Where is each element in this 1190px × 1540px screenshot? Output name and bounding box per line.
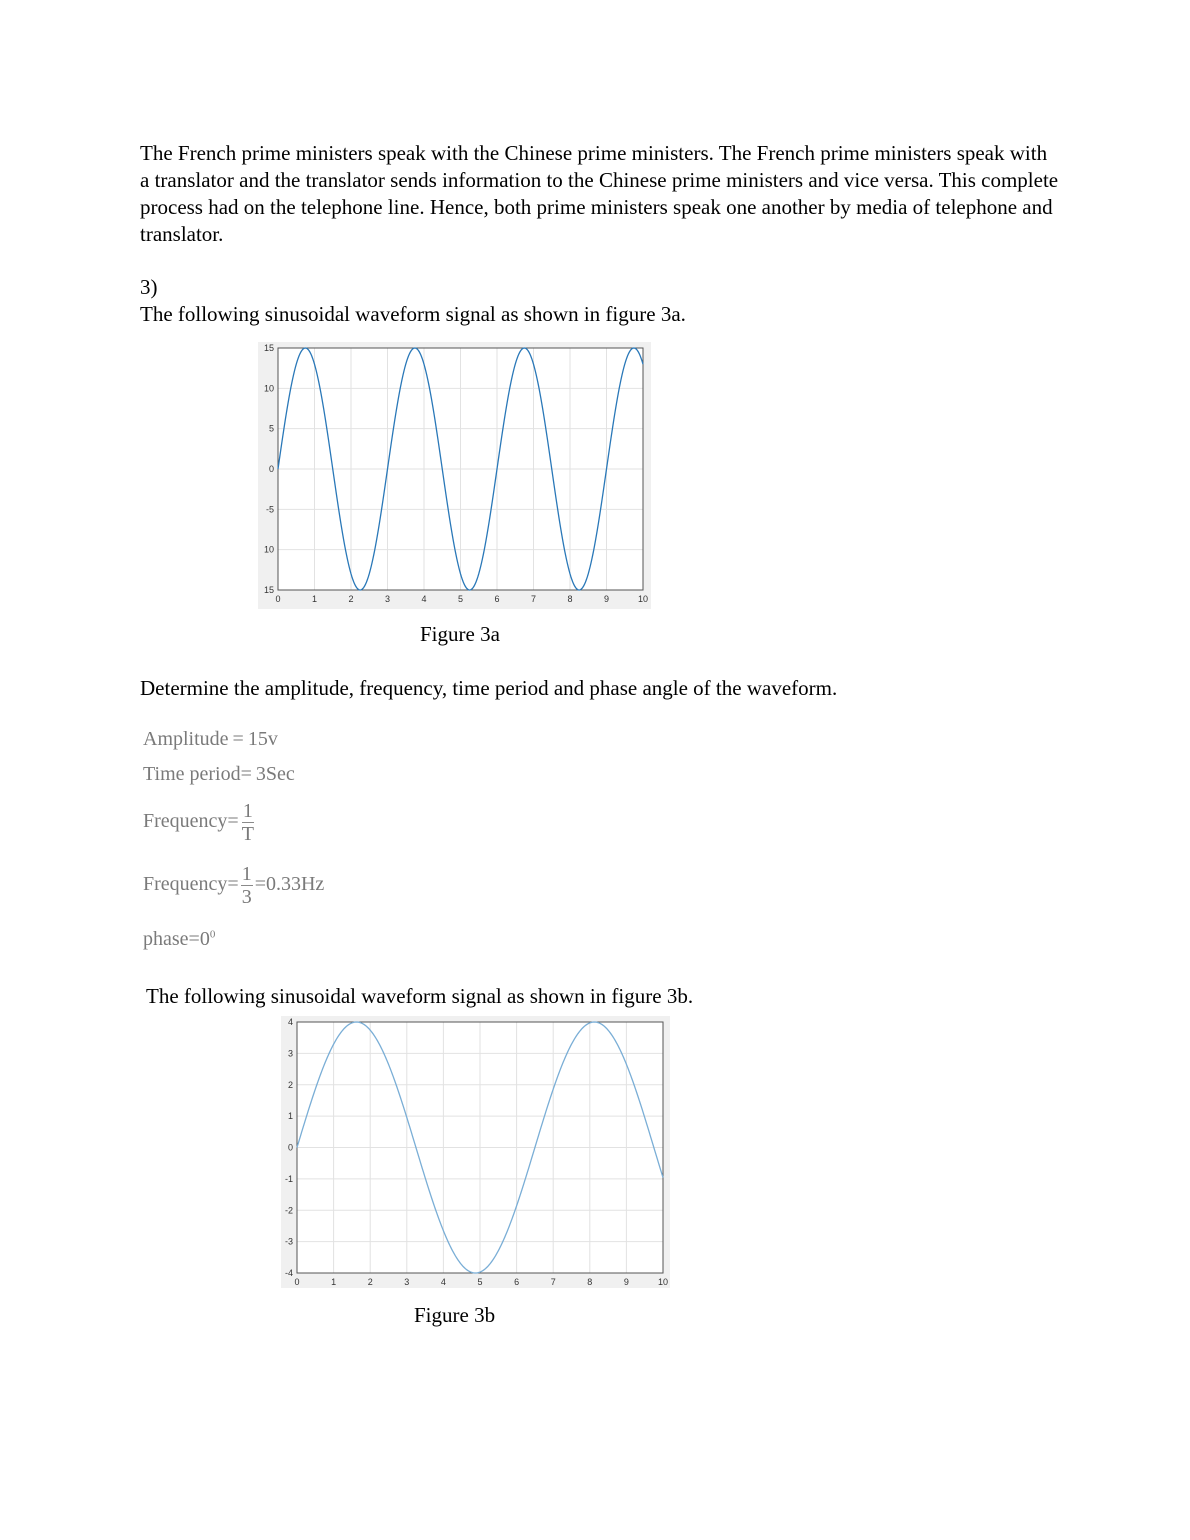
x-tick-label: 10 xyxy=(657,1277,669,1287)
frequency-formula xyxy=(143,800,257,845)
time-period-answer: Time period= 3Sec xyxy=(143,763,295,785)
x-tick-label: 7 xyxy=(530,594,537,604)
y-tick-label: -1 xyxy=(284,1173,293,1184)
fraction-numerator: 1 xyxy=(241,863,252,885)
x-tick-label: 6 xyxy=(494,594,500,604)
y-tick-label: 15 xyxy=(263,585,274,595)
x-tick-label: 0 xyxy=(294,1277,300,1287)
frequency-label: Frequency= xyxy=(143,810,239,833)
figure-3b-intro: The following sinusoidal waveform signal as shown in figure 3b. xyxy=(146,984,694,1008)
x-tick-label: 0 xyxy=(275,594,281,604)
y-tick-label: 0 xyxy=(287,1142,293,1153)
x-tick-label: 1 xyxy=(311,594,318,604)
frequency-fraction xyxy=(241,800,255,845)
x-tick-label: 5 xyxy=(457,594,464,604)
x-tick-label: 5 xyxy=(477,1277,483,1287)
y-tick-label: 3 xyxy=(287,1048,293,1059)
x-tick-label: 8 xyxy=(567,594,573,604)
frequency-label: Frequency= xyxy=(143,873,239,896)
x-tick-label: 2 xyxy=(367,1277,373,1287)
figure-3b-caption: Figure 3b xyxy=(414,1303,496,1327)
x-tick-label: 1 xyxy=(331,1277,337,1287)
amplitude-answer: Amplitude = 15v xyxy=(143,728,278,750)
phase-label: phase=0 xyxy=(143,928,210,950)
figure-3b-chart xyxy=(281,1016,670,1288)
x-tick-label: 8 xyxy=(587,1277,593,1287)
figure-3a-intro: The following sinusoidal waveform signal as shown in figure 3a. xyxy=(140,302,686,326)
fraction-denominator: 3 xyxy=(241,886,252,908)
y-tick-label: -4 xyxy=(284,1268,293,1278)
question-text: Determine the amplitude, frequency, time period and phase angle of the waveform. xyxy=(140,676,838,700)
x-tick-label: 6 xyxy=(514,1277,520,1287)
y-tick-label: -5 xyxy=(265,504,274,515)
figure-3a-chart xyxy=(258,342,651,609)
phase-answer xyxy=(143,928,215,951)
degree-symbol: 0 xyxy=(209,928,216,941)
y-tick-label: 1 xyxy=(287,1111,293,1122)
x-tick-label: 3 xyxy=(404,1277,410,1287)
fraction-numerator: 1 xyxy=(242,800,253,822)
x-tick-label: 4 xyxy=(440,1277,446,1287)
y-tick-label: 10 xyxy=(263,383,274,394)
x-tick-label: 2 xyxy=(348,594,354,604)
y-tick-label: 2 xyxy=(287,1079,293,1090)
x-tick-label: 10 xyxy=(637,594,649,604)
figure-3a xyxy=(258,342,651,609)
y-tick-label: -3 xyxy=(284,1236,293,1247)
figure-3b xyxy=(281,1016,670,1288)
x-tick-label: 3 xyxy=(384,594,391,604)
x-tick-label: 9 xyxy=(603,594,610,604)
y-tick-label: 5 xyxy=(268,423,274,434)
frequency-value: =0.33Hz xyxy=(254,873,325,896)
y-tick-label: -2 xyxy=(284,1205,293,1216)
x-tick-label: 7 xyxy=(550,1277,556,1287)
y-tick-label: 15 xyxy=(263,343,274,353)
x-tick-label: 9 xyxy=(623,1277,629,1287)
frequency-fraction xyxy=(241,863,253,908)
frequency-result xyxy=(143,863,324,908)
figure-3a-caption: Figure 3a xyxy=(420,622,500,646)
question-number: 3) xyxy=(140,275,158,299)
fraction-denominator: T xyxy=(241,823,254,845)
intro-paragraph: The French prime ministers speak with the Chinese prime ministers. The French prime ministers speak with a translator and the translator sends information to the Chinese prime ministers and vice versa. This complete process had on the telephone line. Hence, both prime ministers speak one another by media of telephone and translator. xyxy=(140,141,1059,246)
x-tick-label: 4 xyxy=(421,594,427,604)
y-tick-label: 0 xyxy=(268,464,274,474)
y-tick-label: 4 xyxy=(287,1017,293,1027)
y-tick-label: 10 xyxy=(263,544,274,555)
